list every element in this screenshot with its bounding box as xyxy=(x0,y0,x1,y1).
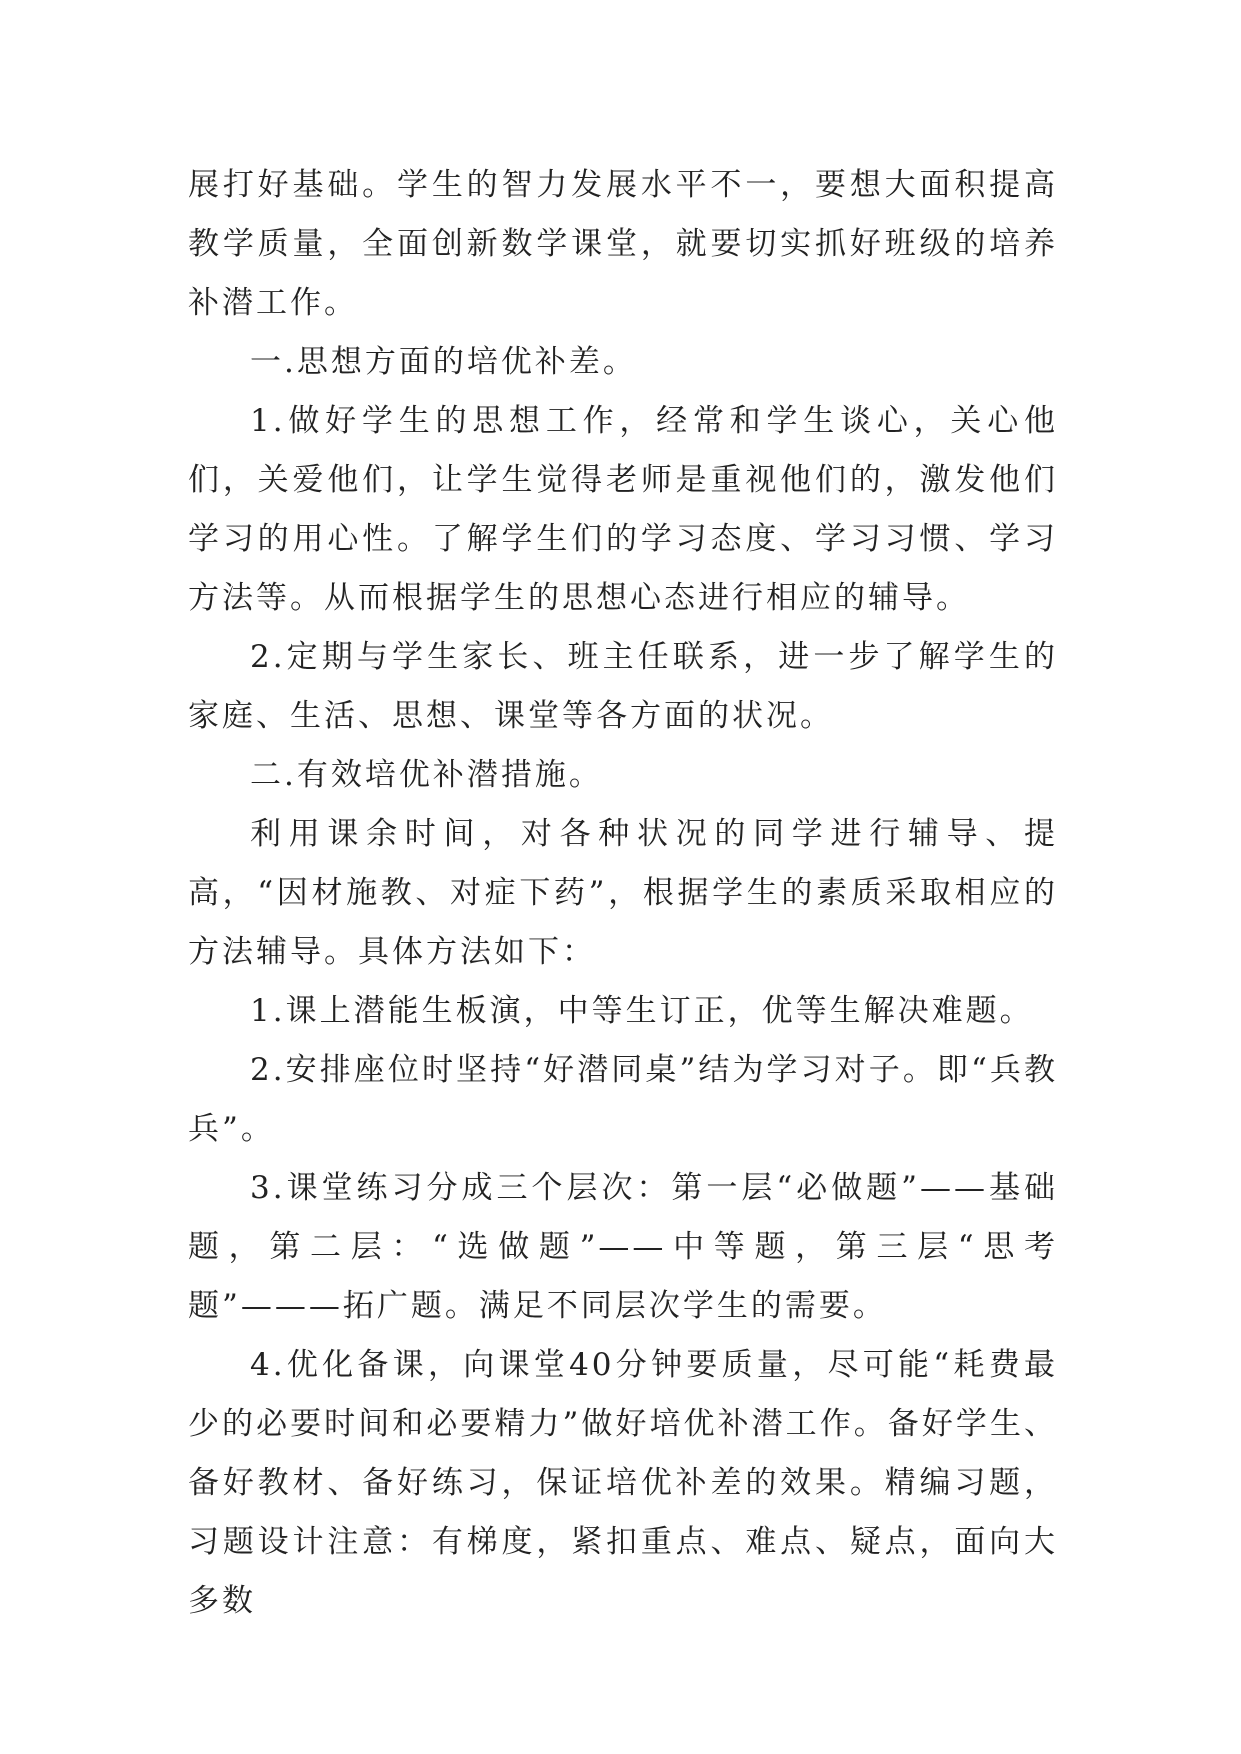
section-heading-1: 一.思想方面的培优补差。 xyxy=(250,344,637,380)
paragraph-8: 2.安排座位时坚持“好潜同桌”结为学习对子。即“兵教兵”。 xyxy=(188,1052,1058,1147)
paragraph-10: 4.优化备课，向课堂40分钟要质量，尽可能“耗费最少的必要时间和必要精力”做好培优补潜工作。备好学生、备好教材、备好练习，保证培优补差的效果。精编习题，习题设计注意：有梯度，紧扣重点、难点、疑点，面向大多数 xyxy=(188,1347,1058,1619)
paragraph-3: 1.做好学生的思想工作，经常和学生谈心，关心他们，关爱他们，让学生觉得老师是重视他们的，激发他们学习的用心性。了解学生们的学习态度、学习习惯、学习方法等。从而根据学生的思想心态进行相应的辅导。 xyxy=(188,403,1058,616)
paragraph-4: 2.定期与学生家长、班主任联系，进一步了解学生的家庭、生活、思想、课堂等各方面的状况。 xyxy=(188,639,1058,734)
paragraph-6: 利用课余时间，对各种状况的同学进行辅导、提高，“因材施教、对症下药”，根据学生的素质采取相应的方法辅导。具体方法如下： xyxy=(188,816,1058,970)
paragraph-7: 1.课上潜能生板演，中等生订正，优等生解决难题。 xyxy=(250,993,1034,1029)
document-body xyxy=(188,156,1058,1631)
section-heading-2: 二.有效培优补潜措施。 xyxy=(250,757,603,793)
paragraph-1: 展打好基础。学生的智力发展水平不一，要想大面积提高教学质量，全面创新数学课堂，就要切实抓好班级的培养补潜工作。 xyxy=(188,167,1058,321)
paragraph-9: 3.课堂练习分成三个层次：第一层“必做题”——基础题，第二层：“选做题”——中等题，第三层“思考题”———拓广题。满足不同层次学生的需要。 xyxy=(188,1170,1058,1324)
